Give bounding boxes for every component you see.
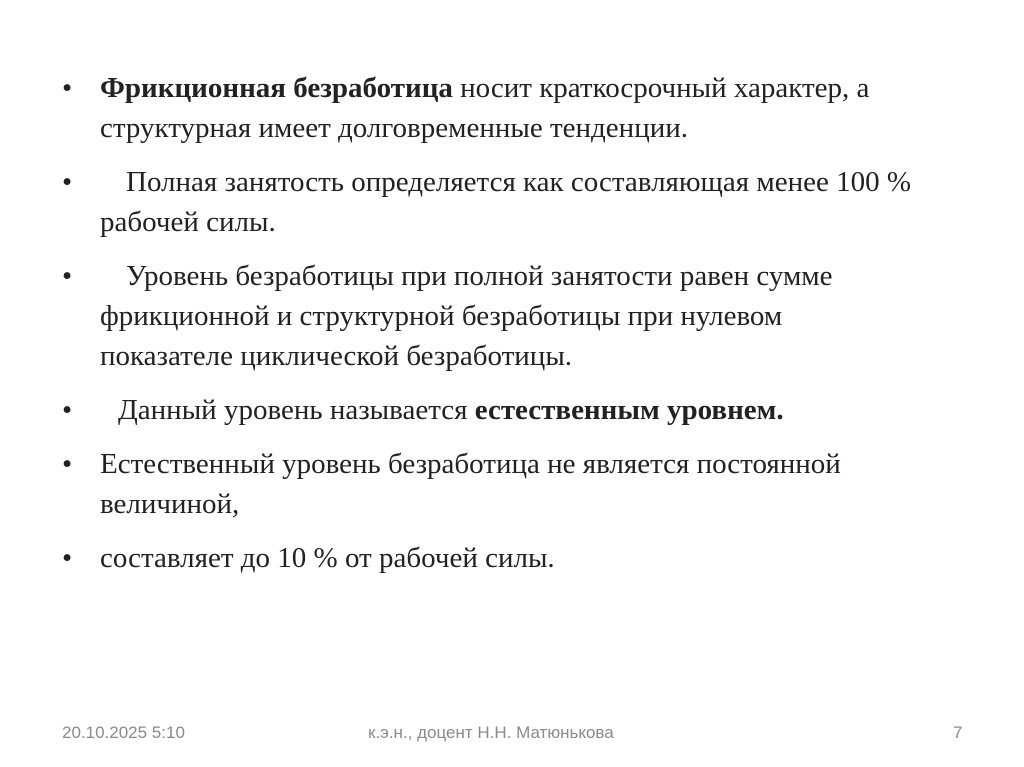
bullet-text: Естественный уровень безработица не является постоянной величиной, <box>100 448 841 520</box>
bullet-text: Полная занятость определяется как составляющая менее 100 % рабочей силы. <box>100 166 911 238</box>
bullet-bold-term: Фрикционная безработица <box>100 72 453 104</box>
footer-author: к.э.н., доцент Н.Н. Матюнькова <box>368 723 614 742</box>
bullet-item <box>62 390 922 430</box>
bullet-text: носит краткосрочный характер, а структурная имеет долговременные тенденции. <box>100 72 870 144</box>
footer-date: 20.10.2025 5:10 <box>62 723 185 742</box>
bullet-mark: • <box>62 166 73 198</box>
bullet-list <box>62 68 922 592</box>
bullet-item <box>62 444 922 524</box>
bullet-mark: • <box>62 542 73 574</box>
bullet-mark: • <box>62 72 73 104</box>
bullet-mark: • <box>62 260 73 292</box>
bullet-text: Данный уровень называется <box>118 394 475 426</box>
bullet-item <box>62 68 922 148</box>
bullet-item <box>62 538 922 578</box>
bullet-item <box>62 256 922 376</box>
bullet-bold-term: естественным уровнем. <box>474 394 784 426</box>
bullet-text: составляет до 10 % от рабочей силы. <box>100 542 555 574</box>
bullet-mark: • <box>62 394 73 426</box>
bullet-mark: • <box>62 448 73 480</box>
bullet-item <box>62 162 922 242</box>
page-number: 7 <box>953 723 963 742</box>
bullet-text: Уровень безработицы при полной занятости равен сумме фрикционной и структурной безработицы при нулевом показателе циклической безработицы. <box>100 260 833 372</box>
